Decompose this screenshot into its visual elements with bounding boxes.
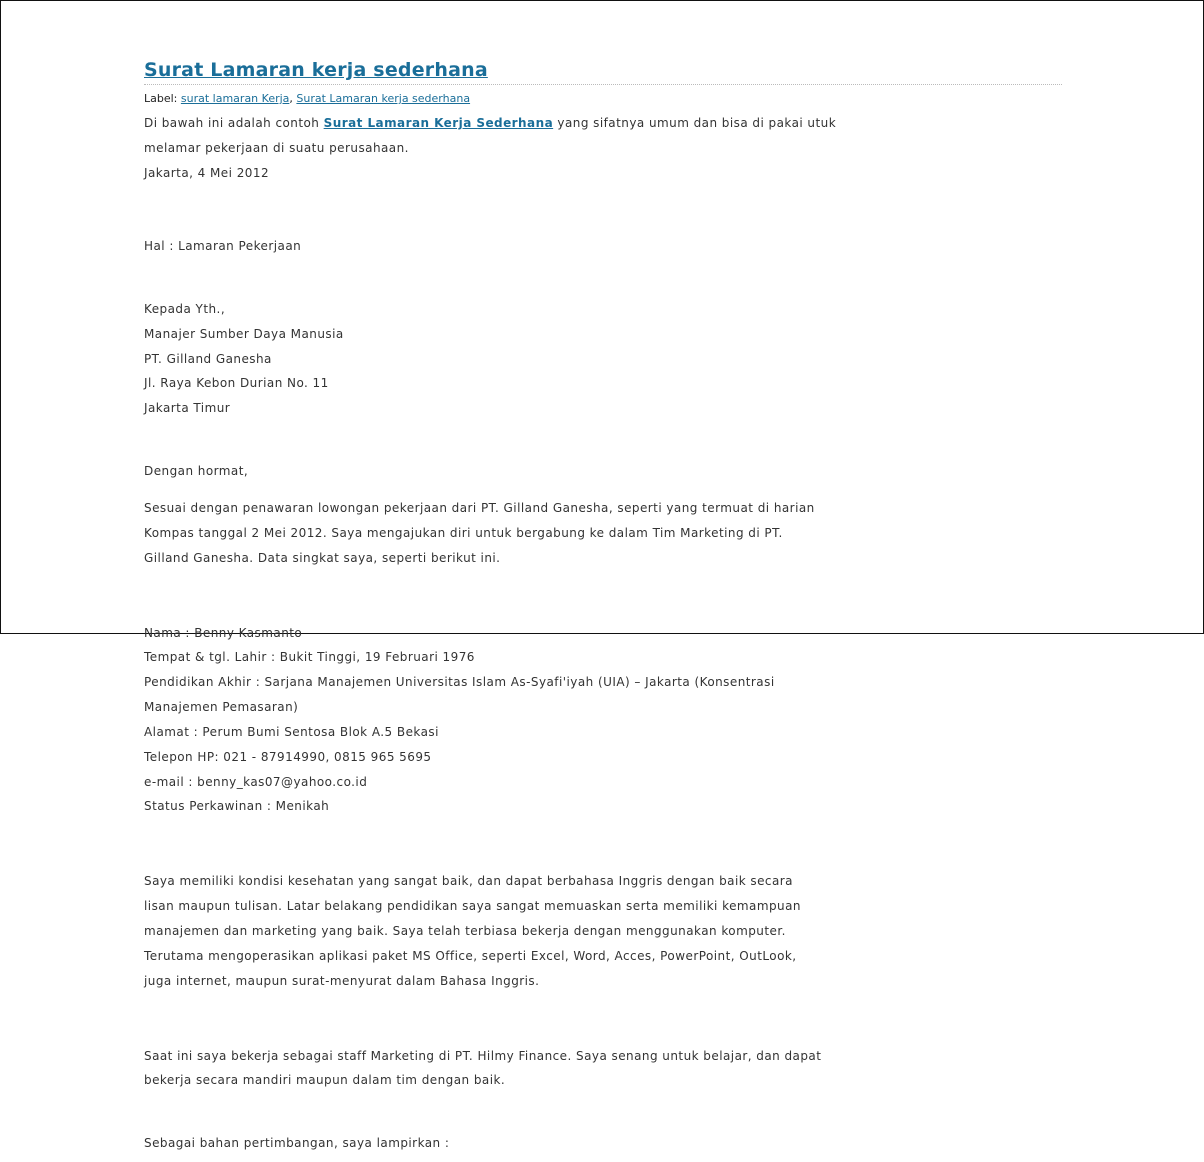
current-job-line: bekerja secara mandiri maupun dalam tim dengan baik. <box>144 1073 506 1088</box>
recipient-line: PT. Gilland Ganesha <box>144 351 272 366</box>
intro-text: Di bawah ini adalah contoh <box>144 116 324 131</box>
personal-line: Status Perkawinan : Menikah <box>144 799 330 814</box>
letter-subject: Hal : Lamaran Pekerjaan <box>144 239 302 254</box>
opening-line: Sesuai dengan penawaran lowongan pekerjaan dari PT. Gilland Ganesha, seperti yang termuat di harian <box>144 500 815 515</box>
skills-line: manajemen dan marketing yang baik. Saya telah terbiasa bekerja dengan menggunakan komputer. <box>144 923 786 938</box>
personal-line: Manajemen Pemasaran) <box>144 700 299 715</box>
recipient-line: Jl. Raya Kebon Durian No. 11 <box>144 376 329 391</box>
personal-data-block <box>144 614 1062 825</box>
label-link-surat-lamaran-kerja-sederhana[interactable]: Surat Lamaran kerja sederhana <box>296 92 471 105</box>
intro-text-after: yang sifatnya umum dan bisa di pakai utuk <box>553 116 837 131</box>
attachments-intro: Sebagai bahan pertimbangan, saya lampirkan : <box>144 1136 450 1151</box>
label-link-surat-lamaran-kerja[interactable]: surat lamaran Kerja <box>180 92 290 105</box>
skills-line: lisan maupun tulisan. Latar belakang pendidikan saya sangat memuaskan serta memiliki kemampuan <box>144 899 801 914</box>
labels-prefix: Label: <box>144 92 181 105</box>
opening-line: Kompas tanggal 2 Mei 2012. Saya mengajukan diri untuk bergabung ke dalam Tim Marketing di PT. <box>144 525 783 540</box>
intro-link[interactable]: Surat Lamaran Kerja Sederhana <box>323 116 554 131</box>
post-labels <box>144 92 1062 105</box>
post-title-link[interactable]: Surat Lamaran kerja sederhana <box>144 58 1062 85</box>
blog-post <box>144 58 1062 1162</box>
letter-greeting: Dengan hormat, <box>144 463 249 478</box>
recipient-block <box>144 290 1062 426</box>
current-job-paragraph <box>144 1037 1062 1099</box>
skills-paragraph <box>144 863 1062 999</box>
skills-line: Saya memiliki kondisi kesehatan yang sangat baik, dan dapat berbahasa Inggris dengan baik secara <box>144 874 793 889</box>
intro-line-2: melamar pekerjaan di suatu perusahaan. <box>144 141 409 156</box>
current-job-line: Saat ini saya bekerja sebagai staff Marketing di PT. Hilmy Finance. Saya senang untuk belajar, dan dapat <box>144 1048 822 1063</box>
labels-separator: , <box>289 92 297 105</box>
opening-paragraph <box>144 490 1062 577</box>
personal-line: e-mail : benny_kas07@yahoo.co.id <box>144 774 368 789</box>
personal-line: Alamat : Perum Bumi Sentosa Blok A.5 Bekasi <box>144 724 439 739</box>
recipient-line: Jakarta Timur <box>144 401 231 416</box>
personal-line: Tempat & tgl. Lahir : Bukit Tinggi, 19 Februari 1976 <box>144 650 475 665</box>
opening-line: Gilland Ganesha. Data singkat saya, seperti berikut ini. <box>144 550 501 565</box>
personal-line: Nama : Benny Kasmanto <box>144 625 303 640</box>
personal-line: Telepon HP: 021 - 87914990, 0815 965 5695 <box>144 749 432 764</box>
letter-body <box>144 105 1062 1162</box>
recipient-line: Manajer Sumber Daya Manusia <box>144 326 344 341</box>
skills-line: juga internet, maupun surat-menyurat dalam Bahasa Inggris. <box>144 973 540 988</box>
skills-line: Terutama mengoperasikan aplikasi paket MS Office, seperti Excel, Word, Acces, PowerPoint, OutLook, <box>144 948 797 963</box>
letter-date: Jakarta, 4 Mei 2012 <box>144 166 270 181</box>
intro-line-1 <box>144 117 1062 129</box>
recipient-line: Kepada Yth., <box>144 301 226 316</box>
personal-line: Pendidikan Akhir : Sarjana Manajemen Universitas Islam As-Syafi'iyah (UIA) – Jakarta (Konsentrasi <box>144 675 775 690</box>
